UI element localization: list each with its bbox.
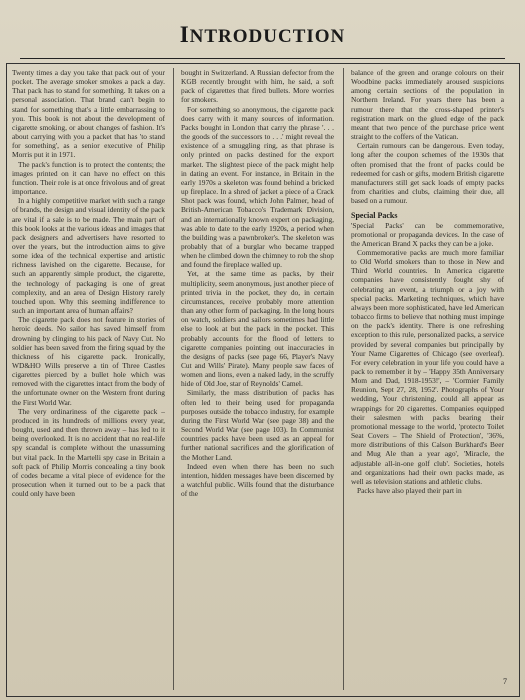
paragraph: The very ordinariness of the cigarette pack – produced in its hundreds of millions every year, bought, used and then thrown away – has led to it being overlooked. It is no accident that no real-life spy scandal is complete without the unassuming but vital pack. In the Martelli spy case in Britain a soft pack of Philip Morris concealing a tiny book of codes became a vital piece of evidence for the prosecution when it turned out to be a pack that could only have been	[12, 406, 165, 499]
paragraph: bought in Switzerland. A Russian defector from the KGB recently brought with him, he said, a soft pack of cigarettes that fired bullets. More worries for smokers.	[181, 68, 334, 105]
page-title	[0, 22, 525, 48]
title-initial: I	[179, 22, 190, 47]
paragraph: 'Special Packs' can be commemorative, promotional or propaganda devices. In the case of the American Brand X packs they can be a joke.	[351, 220, 504, 248]
title-rule	[20, 58, 505, 59]
paragraph: For something so anonymous, the cigarette pack does carry with it many sources of information. Packs bought in London that carry the phrase '. . . the goods of the successors to . . .' might reveal the existence of a smuggling ring, as that phrase is only printed on packs destined for the export market. The slightest piece of the pack might help in dating an event. For instance, in Britain in the early 1970s a skeleton was found behind a bricked up fireplace. In a shred of jacket a piece of a Crack Shot pack was found, which John Palmer, head of British-American Tobacco's Trademark Division, and an internationally known expert on packaging, was able to date to the early 1920s, a period when the building was a pawnbroker's. The skeleton was probably that of a burglar who became trapped when he climbed down the chimney to rob the shop and found the fireplace walled up.	[181, 104, 334, 270]
paragraph: Twenty times a day you take that pack out of your pocket. The average smoker smokes a pack a day. That pack has to stand for something. It takes on a personal association. That brand can't begin to stand for something that's a little embarrassing to you. This book is not about the development of cigarette smoking, or about changes of fashion. It's about carrying with you a packet that has 'to stand for something', as a senior executive of Philip Morris put it in 1971.	[12, 68, 165, 160]
paragraph: Yet, at the same time as packs, by their multiplicity, seem anonymous, just another piece of printed trivia in the pocket, they do, in certain circumstances, receive probably more attention than any other form of packaging. In the long hours on watch, soldiers and sailors sometimes had little else to look at but the pack in the pocket. This probably accounts for the flood of letters to cigarette companies pointing out inaccuracies in the designs of packs (see page 66, Player's Navy Cut and Wills' Pirate). Many people saw faces of women and lions, even a naked lady, in the scruffy hide of Old Joe, star of Reynolds' Camel.	[181, 269, 334, 389]
paragraph: Packs have also played their part in	[357, 486, 462, 496]
paragraph: Similarly, the mass distribution of packs has often led to their being used for propaganda purposes outside the tobacco industry, for example during the First World War (see page 38) and the Second World War (see page 103). In Communist countries packs have been used as an appeal for further national sacrifices and the glorification of the Mother Land.	[181, 388, 334, 462]
column-divider	[343, 68, 344, 690]
paragraph: Certain rumours can be dangerous. Even today, long after the coupon schemes of the 1930s that often promised that the front of packs could be redeemed for cash or gifts, modern British cigarette manufacturers still get sack loads of empty packs from charities and clubs, claiming their due, all based on a rumour.	[351, 141, 504, 206]
column-3	[351, 68, 504, 695]
section-heading: Special Packs	[351, 211, 398, 221]
paragraph: Indeed even when there has been no such intention, hidden messages have been discerned by a watchful public. Wills found that the disturbance of the	[181, 461, 334, 499]
paragraph: The cigarette pack does not feature in stories of heroic deeds. No sailor has saved himself from drowning by clinging to his pack of Navy Cut. No soldier has been saved from the firing squad by the thickness of his cigarette pack. Ironically, WD&HO Wills preserve a tin of Three Castles cigarettes pierced by a bullet hole which was removed with the cigarettes intact from the body of the unfortunate owner on the Western front during the First World War.	[12, 315, 165, 407]
page-number: 7	[503, 677, 507, 686]
paragraph: In a highly competitive market with such a range of brands, the design and visual identity of the pack are vital if a sale is to be made. The main part of this book looks at the various ideas and images that pack designers and advertisers have resorted to over the years, but the introduction aims to give some idea of the technical expertise and artistic richness lavished on the cigarette. Because, for such an apparently simple product, the cigarette, the technology of packaging is one of great complexity, and an area of Design History rarely touched upon. Why this seeming indifference to such an important area of human affairs?	[12, 196, 165, 316]
title-rest: NTRODUCTION	[189, 26, 346, 47]
column-1	[12, 68, 165, 695]
column-2	[181, 68, 334, 695]
column-divider	[173, 68, 174, 690]
paragraph: Commemorative packs are much more familiar to Old World smokers than to those in New and Third World countries. In America cigarette companies have consistently fought shy of celebrating an event, a triumph or a joy with special packs. Marketing techniques, which have always been more sophisticated, have led American tobacco firms to believe that nothing must impinge on the pack's identity. There is one refreshing exception to this rule, personalized packs, a service provided by several companies but principally by Your Name Cigarettes of Chicago (see overleaf). For every celebration in your life you could have a pack to remember it by – 'Happy 35th Anniversary Mom and Dad, 1918-1953!', – 'Cormier Family Reunion, Sept 27, 28, 1952'. Photographs of Your wedding, Your christening, could all appear as wrappings for 20 cigarettes. Companies equipped their salesmen with packs bearing their promotional message to the world, 'protecto Toilet Seat Covers – The Shield of Protection', '36%, more distributions of this Calson Burkhard's Beer and Mug Ale than a year ago', 'Miracle, the adjustable all-in-one golf club'. Societies, hotels and organizations had their own packs made, as well as television stations and athletic clubs.	[351, 247, 504, 486]
paragraph: The pack's function is to protect the contents; the images printed on it can have no effect on this function. Their role is at once frivolous and of great importance.	[12, 159, 165, 197]
paragraph: balance of the green and orange colours on their Woodbine packs immediately aroused suspicions among certain sections of the population in Northern Ireland. For years there has been a rumour there that the cross-shaped printer's registration mark on the glued edge of the pack meant that two pence of the purchase price went straight to the coffers of the Vatican.	[351, 68, 504, 142]
